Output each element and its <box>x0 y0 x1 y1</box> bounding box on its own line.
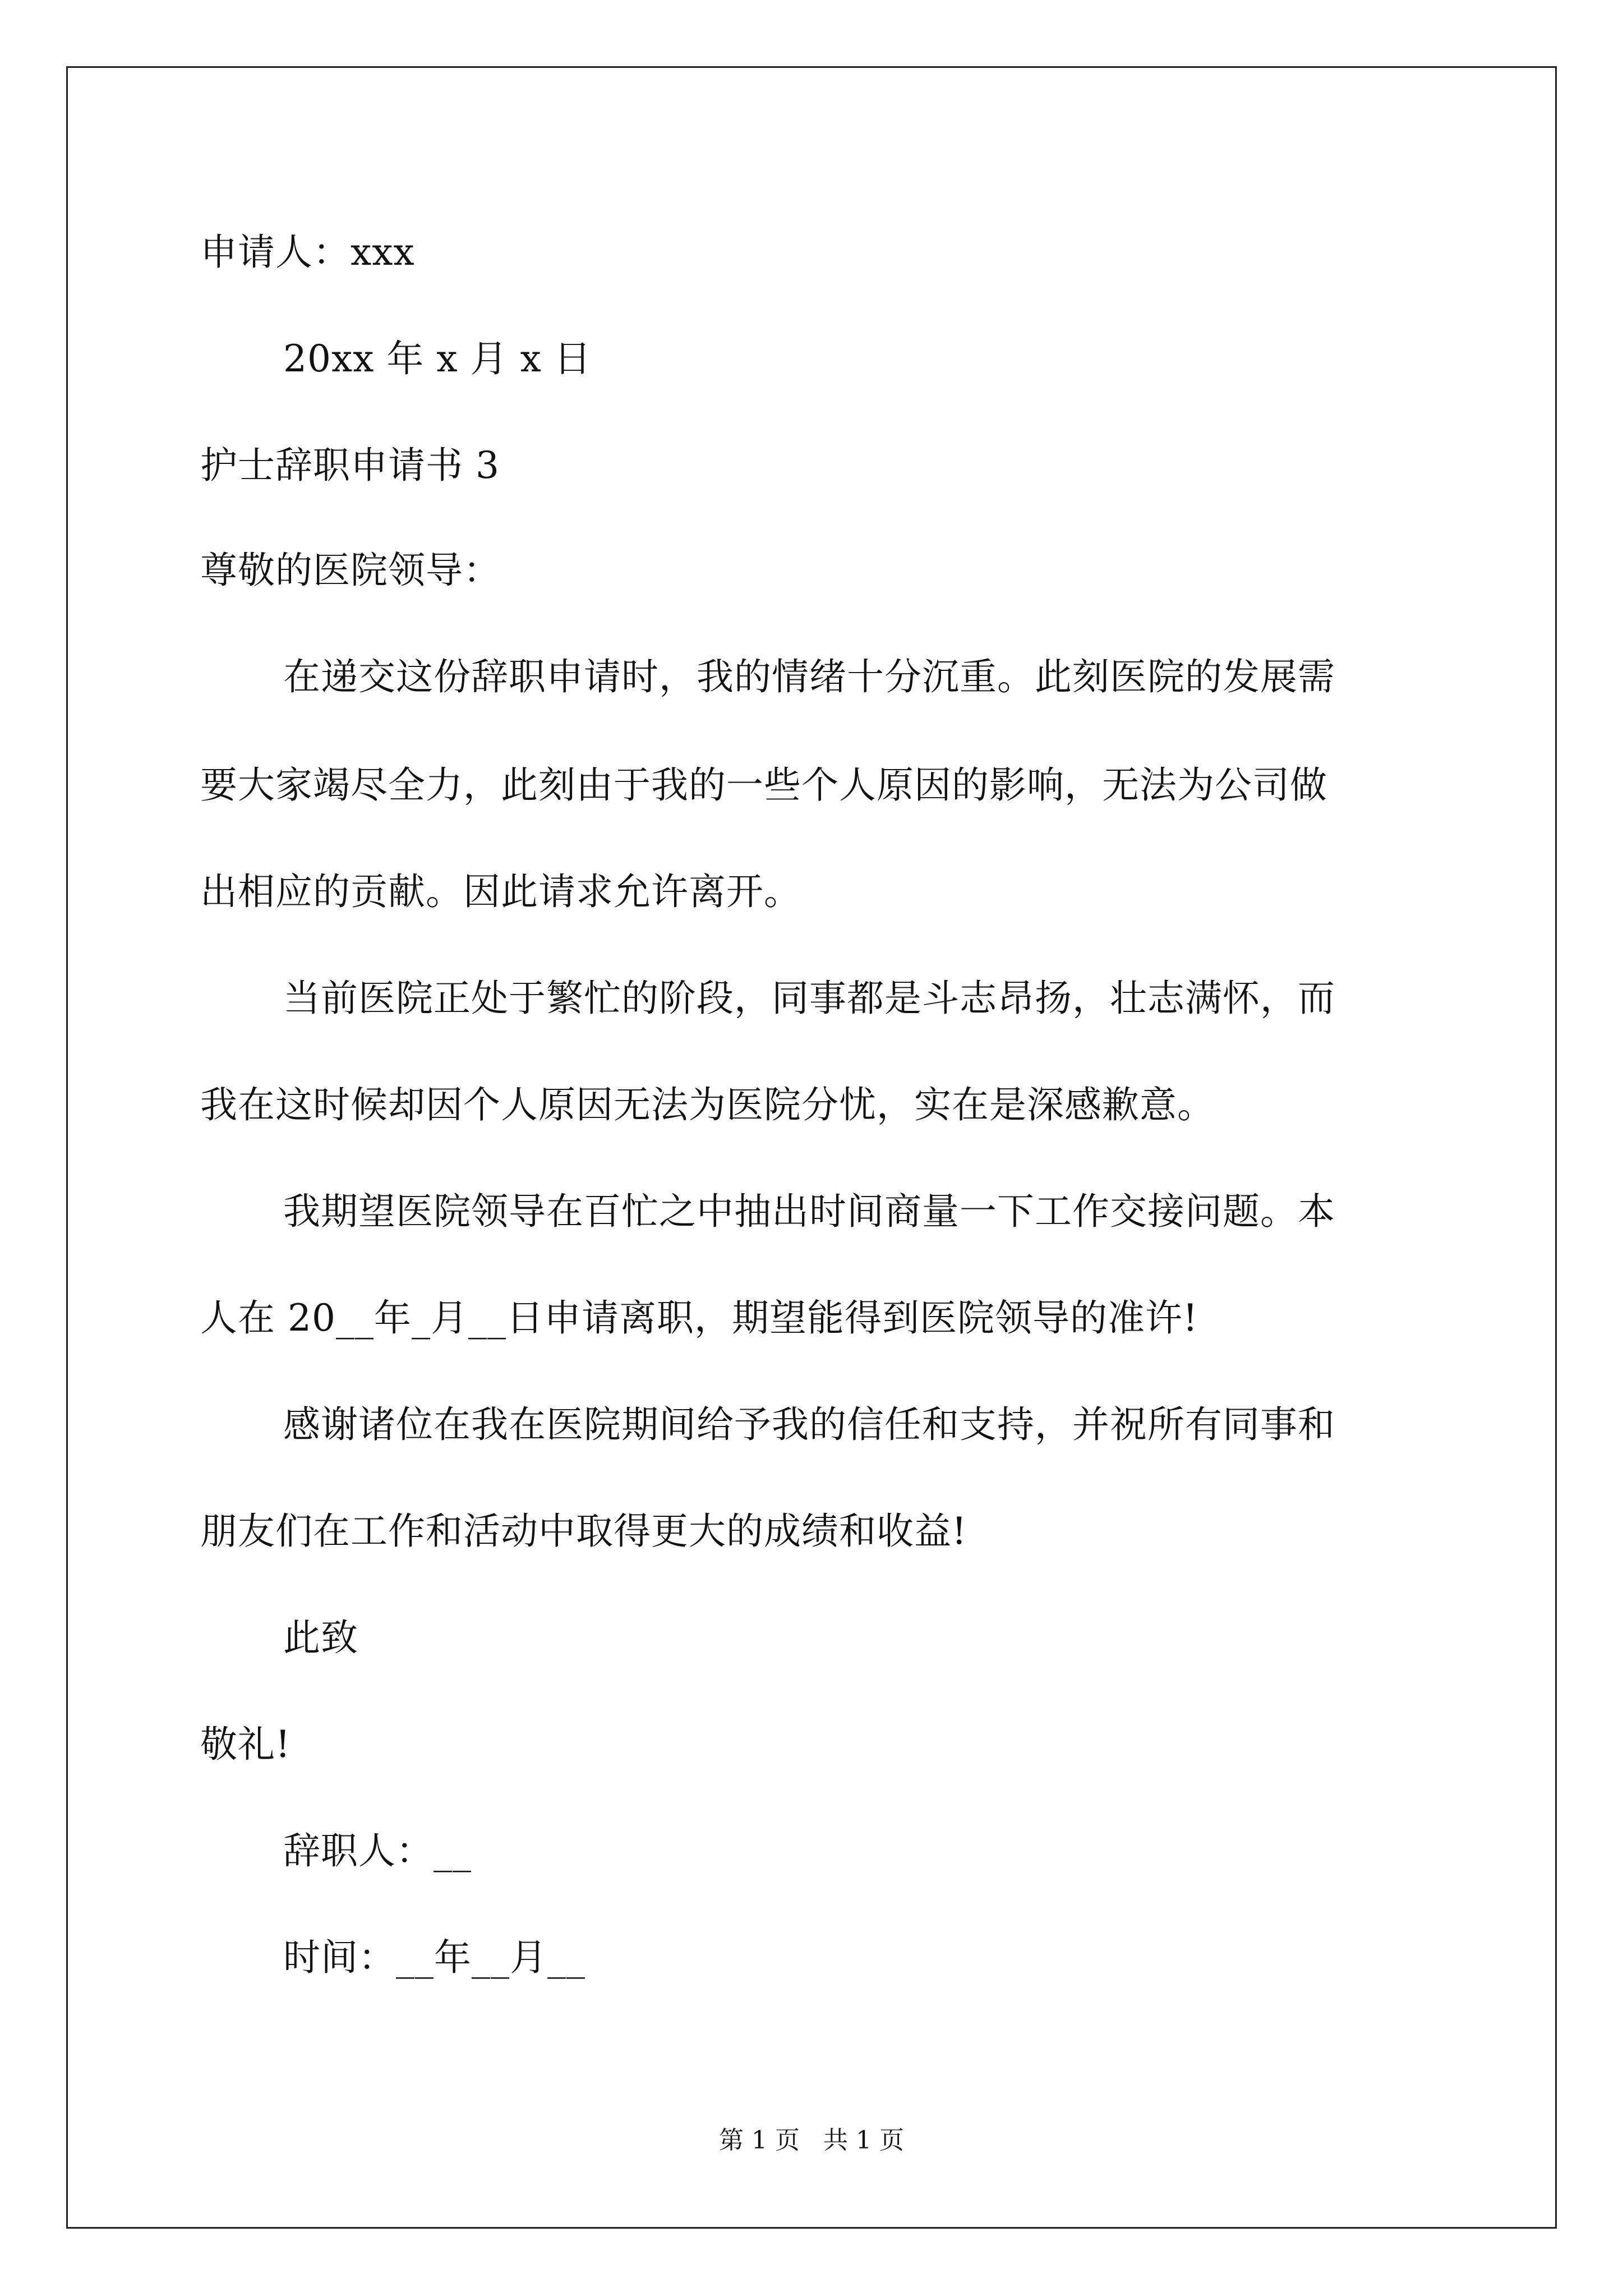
closing-line: 此致 <box>283 1616 358 1659</box>
page-number-footer: 第 1 页 共 1 页 <box>719 2126 904 2155</box>
applicant-line: 申请人：xxx <box>200 231 415 274</box>
paragraph-2-line-2: 我在这时候却因个人原因无法为医院分忧，实在是深感歉意。 <box>200 1083 1215 1126</box>
resigner-line: 辞职人：__ <box>283 1829 472 1872</box>
document-title: 护士辞职申请书 3 <box>200 444 500 487</box>
date-line: 20xx 年 x 月 x 日 <box>283 337 592 380</box>
paragraph-1-line-2: 要大家竭尽全力，此刻由于我的一些个人原因的影响，无法为公司做 <box>200 763 1327 807</box>
paragraph-3-line-2: 人在 20__年_月__日申请离职，期望能得到医院领导的准许! <box>200 1296 1198 1340</box>
paragraph-1-line-1: 在递交这份辞职申请时，我的情绪十分沉重。此刻医院的发展需 <box>283 655 1335 698</box>
paragraph-2-line-1: 当前医院正处于繁忙的阶段，同事都是斗志昂扬，壮志满怀，而 <box>283 977 1335 1020</box>
salutation: 尊敬的医院领导： <box>200 549 501 592</box>
paragraph-4-line-2: 朋友们在工作和活动中取得更大的成绩和收益! <box>200 1510 967 1553</box>
page-frame <box>66 66 1557 2229</box>
paragraph-1-line-3: 出相应的贡献。因此请求允许离开。 <box>200 870 801 913</box>
paragraph-3-line-1: 我期望医院领导在百忙之中抽出时间商量一下工作交接问题。本 <box>283 1190 1335 1233</box>
time-line: 时间：__年__月__ <box>283 1936 585 1979</box>
regards-line: 敬礼! <box>200 1723 291 1766</box>
paragraph-4-line-1: 感谢诸位在我在医院期间给予我的信任和支持，并祝所有同事和 <box>283 1403 1335 1446</box>
